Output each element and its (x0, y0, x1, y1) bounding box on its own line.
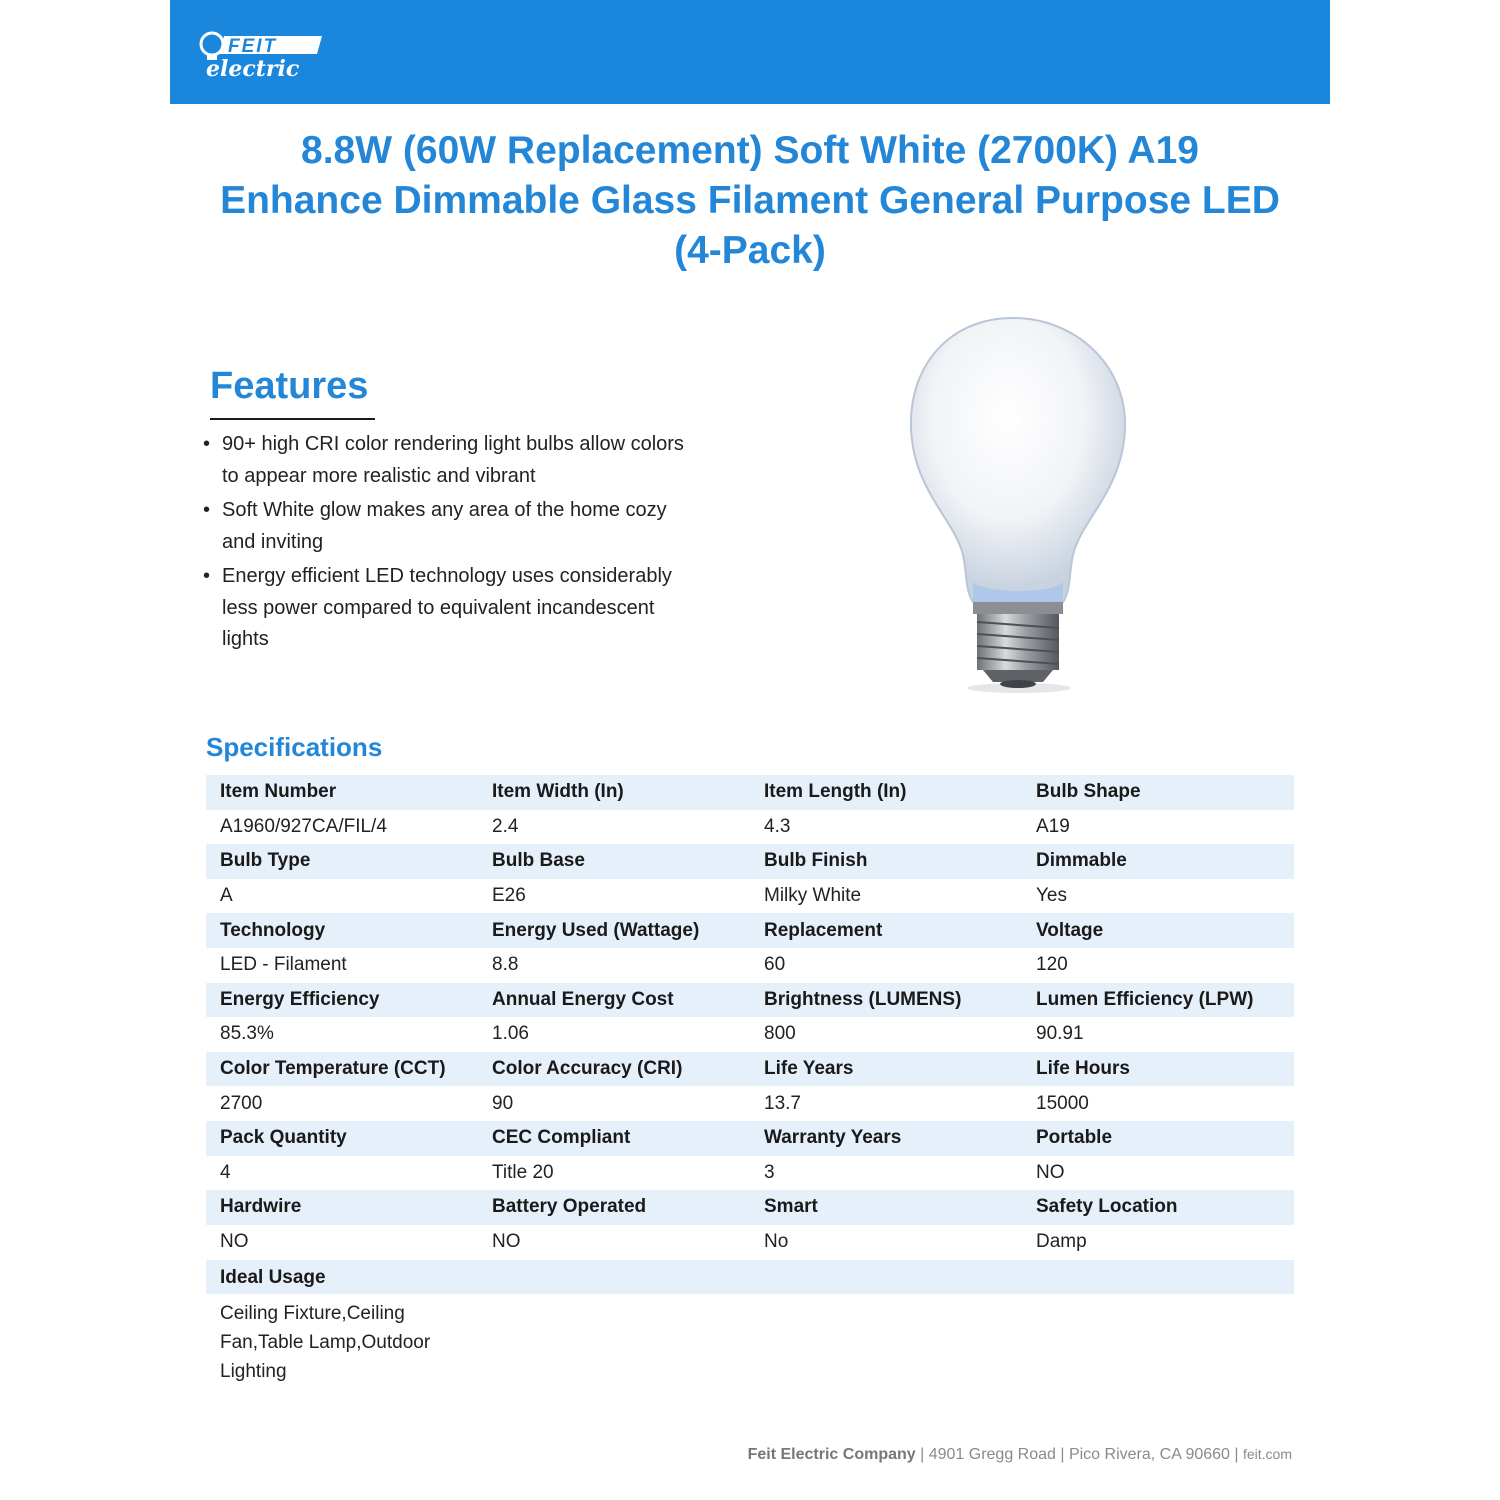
spec-value: 8.8 (492, 954, 519, 976)
ideal-usage-label: Ideal Usage (220, 1267, 326, 1288)
footer-separator: | (1229, 1446, 1243, 1463)
spec-value-row (206, 810, 1294, 845)
features-underline (210, 418, 375, 420)
spec-value: 90 (492, 1092, 514, 1114)
title-line-3: (4-Pack) (674, 229, 826, 272)
spec-label: Pack Quantity (206, 1121, 478, 1156)
spec-label: Portable (1022, 1121, 1294, 1156)
spec-value: 90.91 (1036, 1023, 1084, 1045)
spec-value-row (206, 879, 1294, 914)
spec-label-row (206, 1190, 1294, 1225)
bullet-icon: • (203, 499, 211, 521)
feature-item: • Energy efficient LED technology uses considerably less power compared to equivalent incandescent lights (203, 561, 703, 656)
spec-value-row (206, 1156, 1294, 1191)
spec-label: Safety Location (1022, 1190, 1294, 1225)
ideal-usage-label-row (206, 1260, 1294, 1294)
spec-label-row (206, 983, 1294, 1018)
specifications-table (206, 775, 1294, 1259)
spec-value: 15000 (1036, 1092, 1089, 1114)
footer-separator: | (1055, 1446, 1069, 1463)
spec-label: Life Years (750, 1052, 1022, 1087)
spec-value-row (206, 1225, 1294, 1260)
feature-item: • 90+ high CRI color rendering light bulbs allow colors to appear more realistic and vibrant (203, 429, 703, 492)
spec-value: 4.3 (764, 815, 791, 837)
footer (748, 1446, 1292, 1464)
spec-value: E26 (492, 885, 526, 907)
spec-label: Technology (206, 913, 478, 948)
spec-value: NO (1036, 1161, 1065, 1183)
spec-value-row (206, 1017, 1294, 1052)
spec-value: A (220, 885, 233, 907)
spec-label: Item Width (In) (478, 775, 750, 810)
feature-item: • Soft White glow makes any area of the home cozy and inviting (203, 495, 703, 558)
spec-label: Life Hours (1022, 1052, 1294, 1087)
spec-value: 120 (1036, 954, 1068, 976)
spec-label: Voltage (1022, 913, 1294, 948)
spec-label-row (206, 1121, 1294, 1156)
spec-label: Battery Operated (478, 1190, 750, 1225)
footer-separator: | (915, 1446, 929, 1463)
spec-label: Bulb Base (478, 844, 750, 879)
title-line-1: 8.8W (60W Replacement) Soft White (2700K) A19 (301, 129, 1199, 172)
spec-label: Warranty Years (750, 1121, 1022, 1156)
spec-value: 4 (220, 1161, 231, 1183)
header-bar (170, 0, 1330, 104)
spec-label: Bulb Shape (1022, 775, 1294, 810)
spec-value: LED - Filament (220, 954, 347, 976)
spec-value: 2.4 (492, 815, 519, 837)
spec-value: 800 (764, 1023, 796, 1045)
spec-label: Energy Efficiency (206, 983, 478, 1018)
spec-value: Yes (1036, 885, 1067, 907)
title-line-2: Enhance Dimmable Glass Filament General Purpose LED (220, 179, 1280, 222)
spec-label-row (206, 775, 1294, 810)
spec-label: Bulb Finish (750, 844, 1022, 879)
spec-value-row (206, 1086, 1294, 1121)
spec-label: Smart (750, 1190, 1022, 1225)
spec-value: A19 (1036, 815, 1070, 837)
svg-text:FEIT: FEIT (228, 36, 278, 57)
spec-label: Energy Used (Wattage) (478, 913, 750, 948)
spec-label: Replacement (750, 913, 1022, 948)
footer-address: 4901 Gregg Road (928, 1446, 1056, 1463)
spec-value: 60 (764, 954, 786, 976)
spec-label-row (206, 1052, 1294, 1087)
spec-label: Dimmable (1022, 844, 1294, 879)
spec-label: Lumen Efficiency (LPW) (1022, 983, 1294, 1018)
footer-city: Pico Rivera, CA 90660 (1068, 1446, 1230, 1463)
spec-value: Title 20 (492, 1161, 554, 1183)
spec-label: Bulb Type (206, 844, 478, 879)
footer-website-link[interactable]: feit.com (1242, 1446, 1292, 1462)
spec-value-row (206, 948, 1294, 983)
spec-value: No (764, 1231, 789, 1253)
spec-label: Item Number (206, 775, 478, 810)
spec-label-row (206, 913, 1294, 948)
spec-value: 1.06 (492, 1023, 529, 1045)
features-heading: Features (210, 365, 369, 407)
bullet-icon: • (203, 433, 211, 455)
spec-label: Color Temperature (CCT) (206, 1052, 478, 1087)
spec-value: 3 (764, 1161, 775, 1183)
spec-label: Color Accuracy (CRI) (478, 1052, 750, 1087)
spec-value: 13.7 (764, 1092, 801, 1114)
bullet-icon: • (203, 565, 211, 587)
spec-label: Item Length (In) (750, 775, 1022, 810)
spec-value: 2700 (220, 1092, 263, 1114)
spec-value: Milky White (764, 885, 862, 907)
spec-value: Damp (1036, 1231, 1087, 1253)
item-number-link[interactable]: A1960/927CA/FIL/4 (220, 815, 387, 837)
spec-value: NO (492, 1231, 521, 1253)
feit-electric-logo (198, 26, 328, 82)
ideal-usage-value: Ceiling Fixture,Ceiling Fan,Table Lamp,Outdoor Lighting (220, 1303, 431, 1382)
spec-label-row (206, 844, 1294, 879)
spec-value: NO (220, 1231, 249, 1253)
product-title (190, 126, 1310, 276)
svg-text:electric: electric (206, 56, 300, 82)
spec-value: 85.3% (220, 1023, 274, 1045)
spec-label: Hardwire (206, 1190, 478, 1225)
led-bulb-image (895, 310, 1135, 695)
features-list (203, 429, 703, 659)
spec-label: Brightness (LUMENS) (750, 983, 1022, 1018)
specifications-heading: Specifications (206, 732, 383, 762)
footer-company: Feit Electric Company (747, 1446, 916, 1463)
spec-label: Annual Energy Cost (478, 983, 750, 1018)
spec-label: CEC Compliant (478, 1121, 750, 1156)
